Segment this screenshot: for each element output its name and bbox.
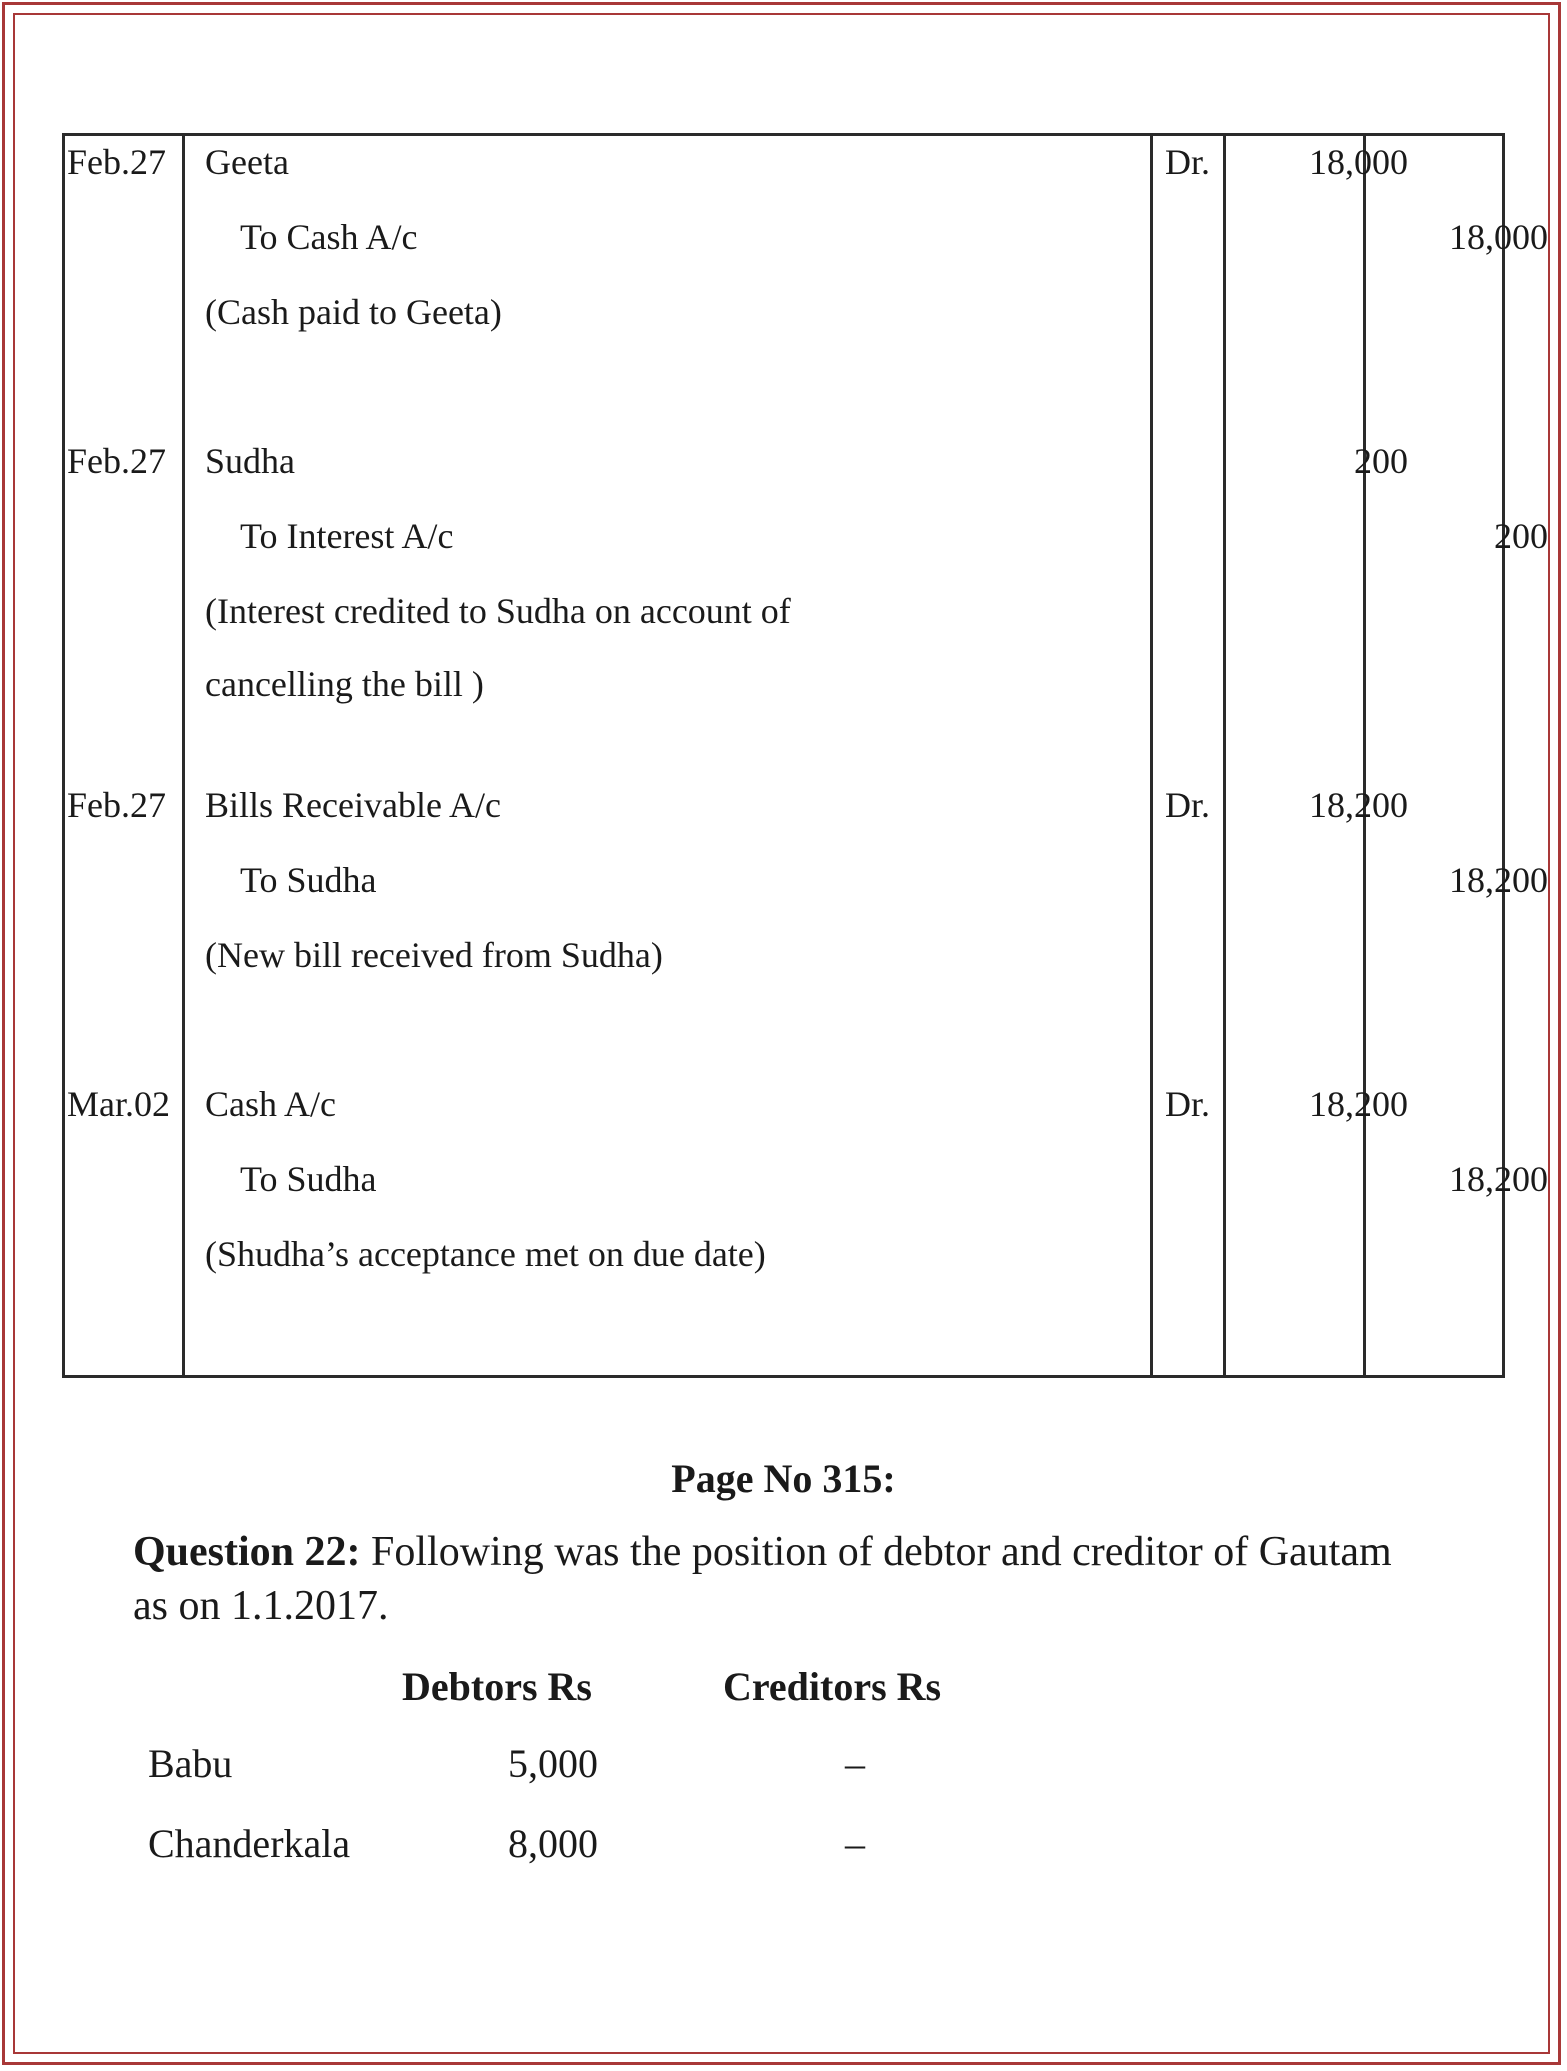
entry-date: Feb.27 <box>67 142 166 182</box>
entry-date: Feb.27 <box>67 441 166 481</box>
credit-amount: 18,200 <box>1449 1159 1548 1199</box>
column-divider-date <box>182 136 185 1375</box>
narration: cancelling the bill ) <box>205 664 484 704</box>
entry-date: Feb.27 <box>67 785 166 825</box>
creditors-value: – <box>845 1821 865 1866</box>
creditors-header: Creditors Rs <box>723 1664 942 1709</box>
credit-amount: 18,200 <box>1449 860 1548 900</box>
debit-amount: 18,000 <box>1309 142 1408 182</box>
debit-amount: 18,200 <box>1309 785 1408 825</box>
dr-label: Dr. <box>1165 785 1210 825</box>
narration: (New bill received from Sudha) <box>205 935 663 975</box>
question-text <box>133 1525 1433 1633</box>
narration: (Shudha’s acceptance met on due date) <box>205 1234 766 1274</box>
column-divider-debit <box>1363 136 1366 1375</box>
debit-amount: 18,200 <box>1309 1084 1408 1124</box>
debtors-value: 5,000 <box>508 1741 598 1786</box>
entry-date: Mar.02 <box>67 1084 170 1124</box>
dr-label: Dr. <box>1165 142 1210 182</box>
party-name: Chanderkala <box>148 1821 351 1866</box>
question-body: Following was the position of debtor and creditor of Gautam as on 1.1.2017. <box>133 1529 1392 1629</box>
debit-account: Cash A/c <box>205 1084 336 1124</box>
credit-amount: 18,000 <box>1449 217 1548 257</box>
question-label: Question 22: <box>133 1529 361 1575</box>
party-name: Babu <box>148 1741 233 1786</box>
credit-account: To Sudha <box>240 860 377 900</box>
dr-label: Dr. <box>1165 1084 1210 1124</box>
debit-account: Sudha <box>205 441 295 481</box>
credit-account: To Interest A/c <box>240 516 454 556</box>
journal-table <box>62 133 1548 1378</box>
column-divider-particulars <box>1150 136 1153 1375</box>
debit-amount: 200 <box>1354 441 1408 481</box>
narration: (Cash paid to Geeta) <box>205 292 502 332</box>
debit-account: Geeta <box>205 142 289 182</box>
credit-amount: 200 <box>1494 516 1548 556</box>
narration: (Interest credited to Sudha on account of <box>205 591 791 631</box>
page-number-heading: Page No 315: <box>671 1456 896 1501</box>
debtors-header: Debtors Rs <box>402 1664 592 1709</box>
debit-account: Bills Receivable A/c <box>205 785 501 825</box>
credit-account: To Sudha <box>240 1159 377 1199</box>
creditors-value: – <box>845 1741 865 1786</box>
credit-account: To Cash A/c <box>240 217 418 257</box>
debtors-value: 8,000 <box>508 1821 598 1866</box>
column-divider-lf <box>1223 136 1226 1375</box>
